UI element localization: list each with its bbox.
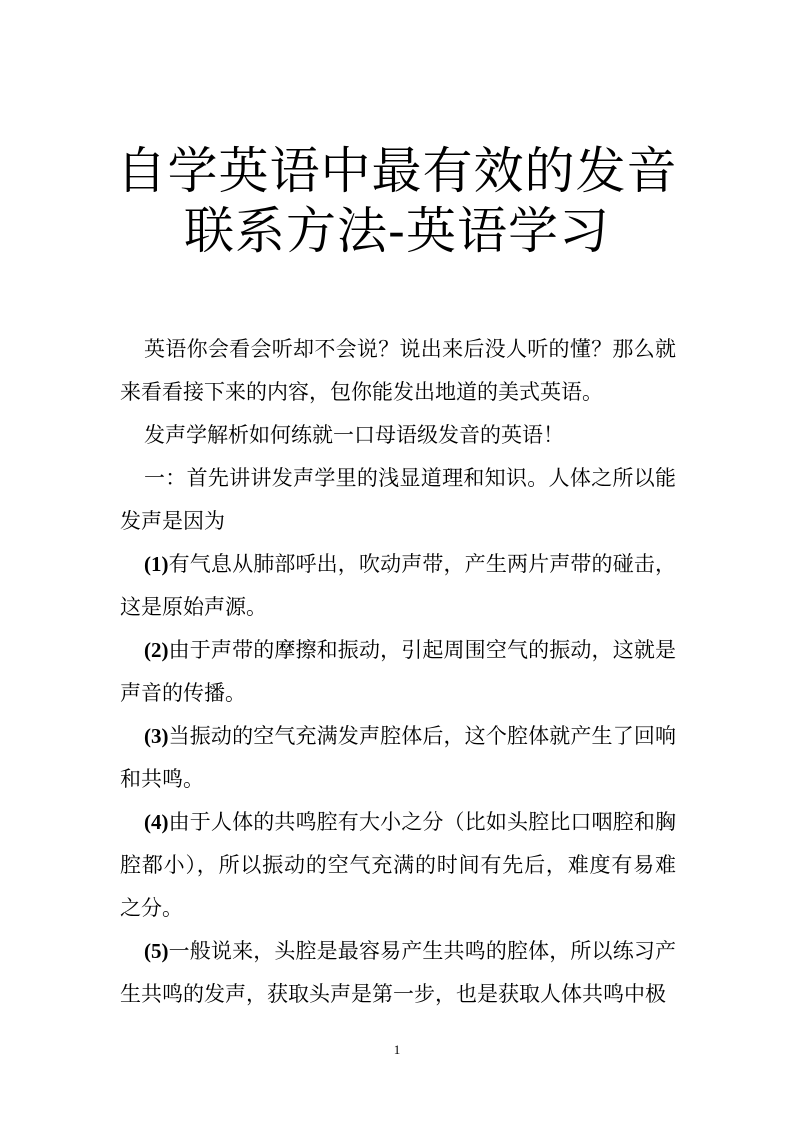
paragraph-text: 一般说来，头腔是最容易产生共鸣的腔体，所以练习产生共鸣的发声，获取头声是第一步，也是获取人体共鸣中极 [120, 939, 676, 1006]
title-line-2: 联系方法-英语学习 [184, 202, 610, 260]
paragraph-text: 由于人体的共鸣腔有大小之分（比如头腔比口咽腔和胸腔都小），所以振动的空气充满的时间有先后，难度有易难之分。 [120, 810, 676, 920]
page-number: 1 [393, 1042, 401, 1057]
paragraph-item-4 [120, 801, 676, 930]
document-title [0, 141, 794, 261]
paragraph-item-3 [120, 715, 676, 801]
title-line-1: 自学英语中最有效的发音 [116, 142, 678, 200]
paragraph-text: 由于声带的摩擦和振动，引起周围空气的振动，这就是声音的传播。 [120, 638, 676, 705]
item-number: (2) [144, 638, 169, 662]
paragraph-text: 英语你会看会听却不会说？说出来后没人听的懂？那么就来看看接下来的内容，包你能发出地道的美式英语。 [120, 337, 676, 404]
paragraph-item-2 [120, 629, 676, 715]
paragraph-heading [120, 414, 676, 457]
paragraph-text: 一：首先讲讲发声学里的浅显道理和知识。人体之所以能发声是因为 [120, 466, 676, 533]
item-number: (1) [144, 552, 169, 576]
paragraph-text: 当振动的空气充满发声腔体后，这个腔体就产生了回响和共鸣。 [120, 724, 676, 791]
item-number: (4) [144, 810, 169, 834]
paragraph-item-1 [120, 543, 676, 629]
paragraph-section-one [120, 457, 676, 543]
paragraph-item-5 [120, 930, 676, 1016]
item-number: (5) [144, 939, 169, 963]
item-number: (3) [144, 724, 169, 748]
paragraph-text: 发声学解析如何练就一口母语级发音的英语！ [144, 423, 564, 447]
paragraph-intro [120, 328, 676, 414]
paragraph-text: 有气息从肺部呼出，吹动声带，产生两片声带的碰击，这是原始声源。 [120, 552, 676, 619]
document-body [120, 328, 676, 1016]
